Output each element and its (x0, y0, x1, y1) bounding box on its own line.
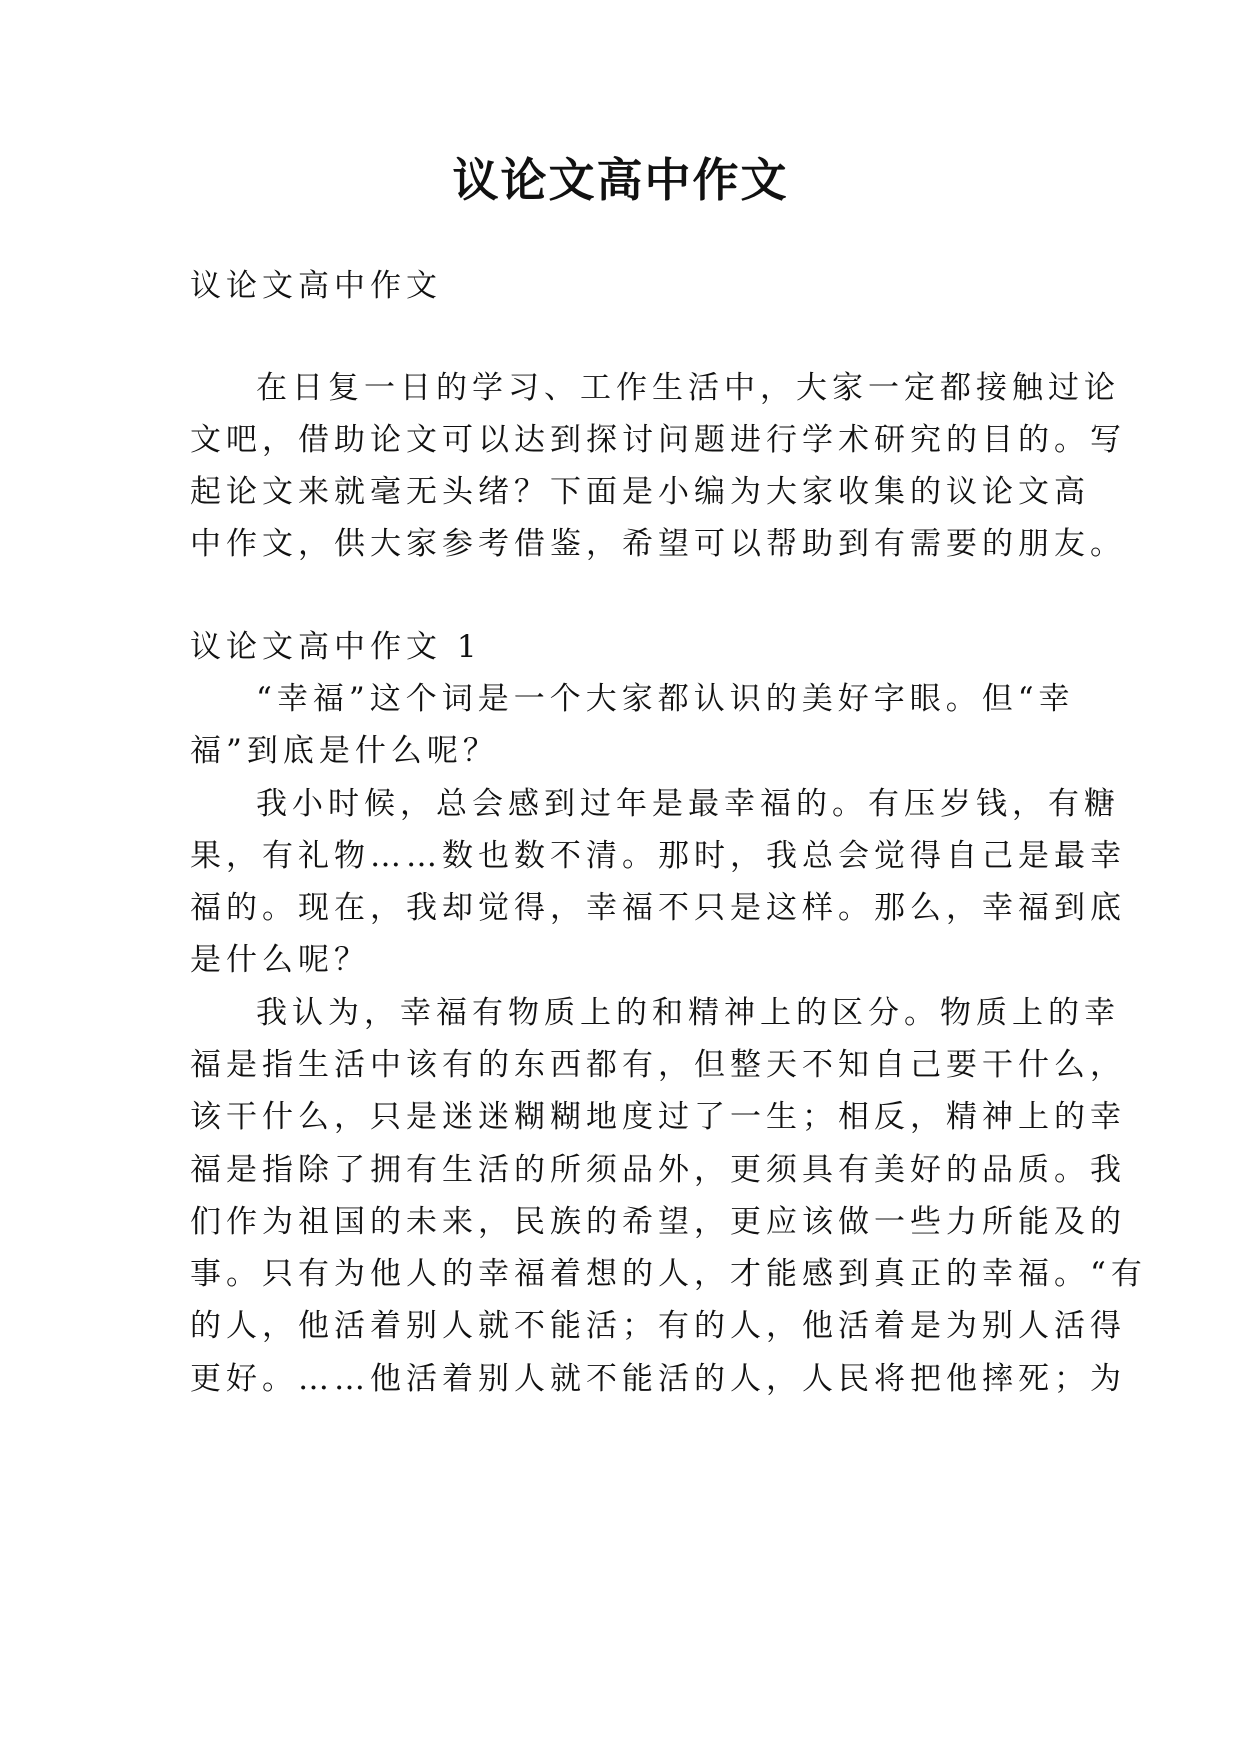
paragraph-line: 福是指除了拥有生活的所须品外，更须具有美好的品质。我 (190, 1152, 1126, 1188)
paragraph-line: 我认为，幸福有物质上的和精神上的区分。物质上的幸 (256, 995, 1120, 1031)
intro-line: 起论文来就毫无头绪？下面是小编为大家收集的议论文高 (190, 474, 1090, 510)
document-title: 议论文高中作文 (452, 153, 789, 207)
paragraph-line: 我小时候，总会感到过年是最幸福的。有压岁钱，有糖 (256, 786, 1120, 822)
paragraph-line: 事。只有为他人的幸福着想的人，才能感到真正的幸福。“有 (190, 1256, 1147, 1292)
paragraph-line: 果，有礼物……数也数不清。那时，我总会觉得自己是最幸 (190, 838, 1126, 874)
paragraph-line: 的人，他活着别人就不能活；有的人，他活着是为别人活得 (190, 1308, 1126, 1344)
paragraph-line: “幸福”这个词是一个大家都认识的美好字眼。但“幸 (256, 681, 1075, 717)
intro-line: 中作文，供大家参考借鉴，希望可以帮助到有需要的朋友。 (190, 526, 1126, 562)
essay-heading: 议论文高中作文 1 (190, 629, 482, 665)
intro-line: 在日复一日的学习、工作生活中，大家一定都接触过论 (256, 370, 1120, 406)
intro-line: 文吧，借助论文可以达到探讨问题进行学术研究的目的。写 (190, 422, 1126, 458)
paragraph-line: 福的。现在，我却觉得，幸福不只是这样。那么，幸福到底 (190, 890, 1126, 926)
paragraph-line: 们作为祖国的未来，民族的希望，更应该做一些力所能及的 (190, 1204, 1126, 1240)
paragraph-line: 该干什么，只是迷迷糊糊地度过了一生；相反，精神上的幸 (190, 1099, 1126, 1135)
paragraph-line: 福”到底是什么呢？ (190, 733, 499, 769)
document-subtitle: 议论文高中作文 (190, 268, 442, 304)
paragraph-line: 更好。……他活着别人就不能活的人，人民将把他摔死；为 (190, 1361, 1126, 1397)
paragraph-line: 是什么呢？ (190, 942, 370, 978)
paragraph-line: 福是指生活中该有的东西都有，但整天不知自己要干什么， (190, 1047, 1126, 1083)
